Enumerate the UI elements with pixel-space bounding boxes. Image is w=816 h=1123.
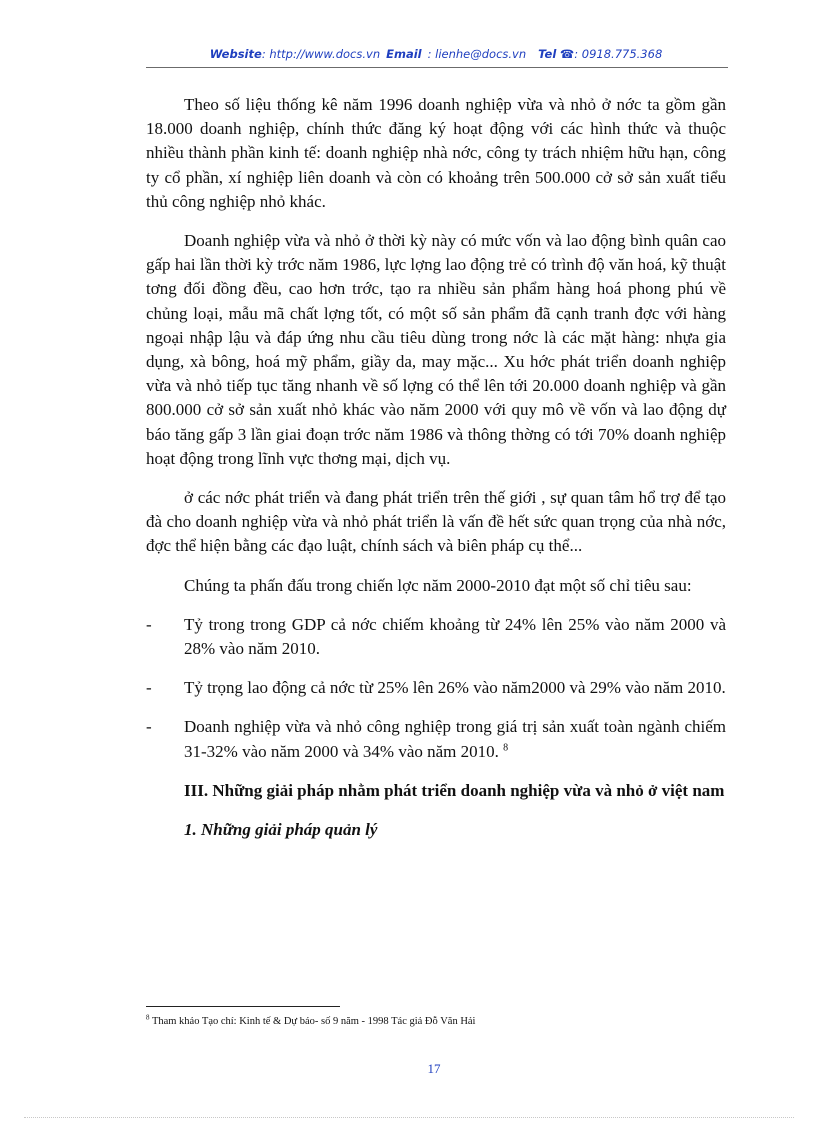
email-link[interactable]: : lienhe@docs.vn [427, 47, 527, 61]
footnote-text: Tham khảo Tạo chí: Kinh tế & Dự báo- số 9 năm - 1998 Tác giả Đỗ Văn Hải [151, 1016, 476, 1027]
paragraph-1: Theo số liệu thống kê năm 1996 doanh nghiệp vừa và nhỏ ở nớc ta gồm gần 18.000 doanh nghiệp, chính thức đăng ký hoạt động với các hình thức và thuộc nhiều thành phần kinh tế: doanh nghiệp nhà nớc, công ty trách nhiệm hữu hạn, công ty cổ phần, xí nghiệp liên doanh và còn có khoảng trên 500.000 cở sở sản xuất tiểu thủ công nghiệp nhỏ khác. [146, 95, 726, 211]
page-bottom-border [24, 1117, 794, 1118]
document-body [146, 93, 726, 857]
tel-value: : 0918.775.368 [574, 47, 663, 61]
bullet-text-with-footnote [184, 715, 726, 763]
website-label: Website [209, 47, 262, 61]
website-link[interactable]: : http://www.docs.vn [261, 47, 381, 61]
paragraph-3: ở các nớc phát triển và đang phát triển trên thế giới , sự quan tâm hổ trợ để tạo đà cho doanh nghiệp vừa và nhỏ phát triển là vấn đề hết sức quan trọng của nhà nớc, đợc thể hiện bằng các đạo luật, chính sách và biên pháp cụ thể... [146, 488, 726, 556]
bullet-dash: - [146, 614, 152, 634]
email-label: Email [386, 47, 422, 61]
header-divider [146, 67, 728, 68]
subsection-heading: 1. Những giải pháp quản lý [184, 820, 378, 840]
bullet-text: Doanh nghiệp vừa và nhỏ công nghiệp trong giá trị sản xuất toàn ngành chiếm 31-32% vào năm 2000 và 34% vào năm 2010. [184, 717, 726, 761]
bullet-item [146, 613, 726, 661]
paragraph-2: Doanh nghiệp vừa và nhỏ ở thời kỳ này có mức vốn và lao động bình quân cao gấp hai lần thời kỳ trớc năm 1986, lực lợng lao động trẻ có trình độ văn hoá, kỹ thuật tơng đối đồng đều, cao hơn trớc, tạo ra nhiều sản phẩm hàng hoá phong phú về chủng loại, mẫu mã chất lợng tốt, có một số sản phẩm đã cạnh tranh đợc với hàng ngoại nhập lậu và đáp ứng nhu cầu tiêu dùng trong nớc là các mặt hàng: nhựa gia dụng, xà bông, hoá mỹ phẩm, giầy da, may mặc... Xu hớc phát triển doanh nghiệp vừa và nhỏ tiếp tục tăng nhanh về số lợng có thể lên tới 20.000 doanh nghiệp và gần 800.000 cở sở sản xuất nhỏ khác vào năm 2000 với quy mô về vốn và lao động dự báo tăng gấp 3 lần giai đoạn trớc năm 1986 và thông thờng có tới 70% doanh nghiệp hoạt động trong lĩnh vực thơng mại, dịch vụ. [146, 231, 726, 468]
phone-icon: ☎ [559, 47, 575, 61]
footnote [146, 1013, 726, 1027]
section-heading: III. Những giải pháp nhằm phát triển doanh nghiệp vừa và nhỏ ở việt nam [184, 780, 725, 800]
footnote-marker: 8 [146, 1013, 150, 1022]
footnote-reference[interactable]: 8 [503, 742, 509, 754]
bullet-dash: - [146, 678, 152, 698]
tel-label: Tel [538, 47, 557, 61]
page-number: 17 [427, 1061, 441, 1076]
bullet-item [146, 676, 726, 700]
page-header [146, 47, 726, 61]
bullet-dash: - [146, 717, 152, 737]
bullet-text: Tỷ trong trong GDP cả nớc chiếm khoảng từ 24% lên 25% vào năm 2000 và 28% vào năm 2010. [184, 614, 726, 659]
paragraph-4: Chúng ta phấn đấu trong chiến lợc năm 2000-2010 đạt một số chỉ tiêu sau: [184, 575, 692, 595]
footnote-divider [146, 1006, 340, 1007]
bullet-item [146, 715, 726, 763]
bullet-text: Tỷ trọng lao động cả nớc từ 25% lên 26% vào năm2000 và 29% vào năm 2010. [184, 678, 726, 698]
